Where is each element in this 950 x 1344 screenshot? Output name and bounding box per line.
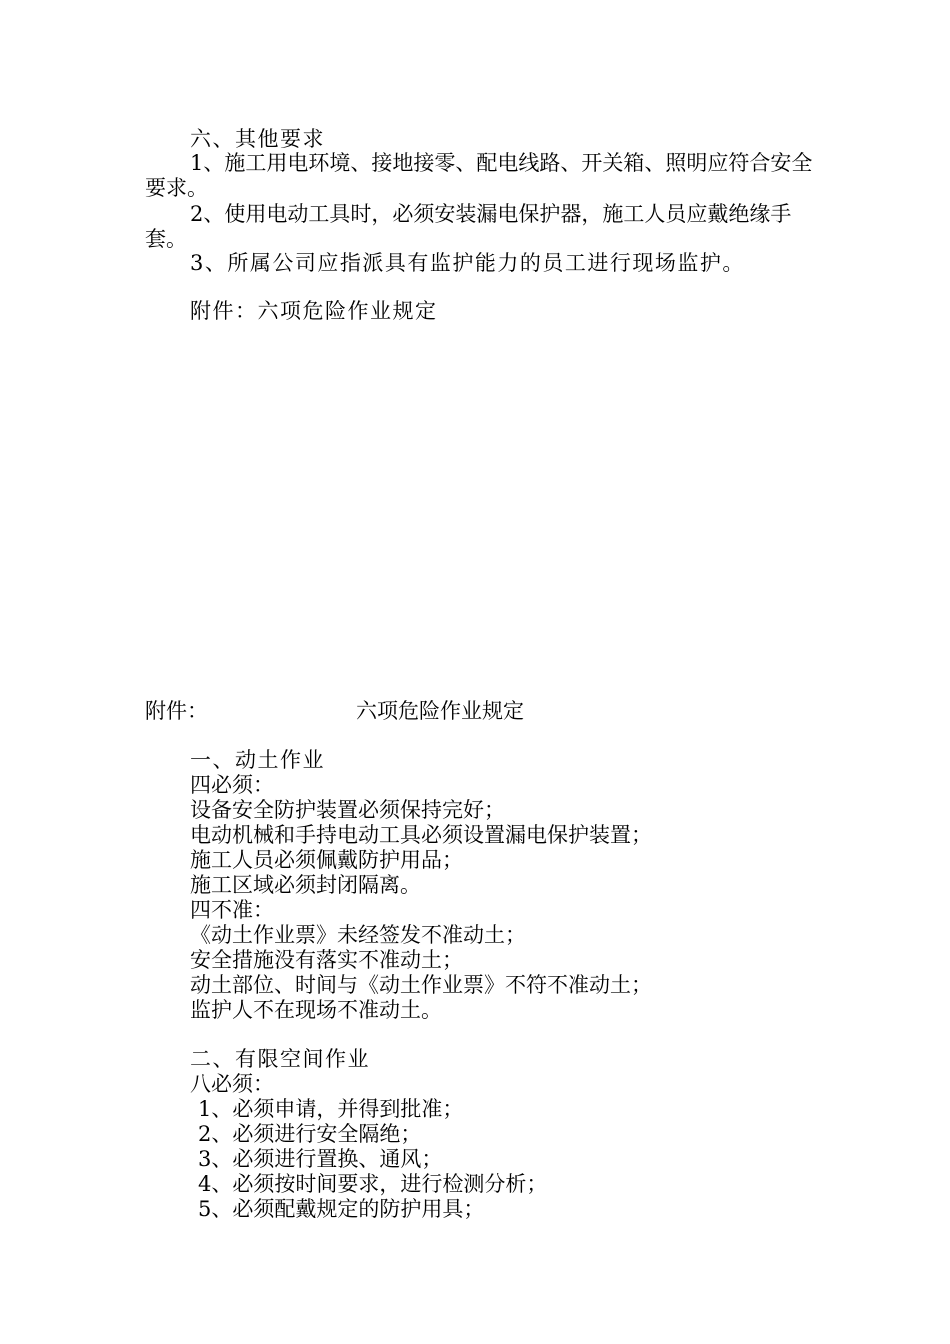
dig-forbid-heading: 四不准： [190,898,274,922]
attachment-label: 附件： [145,699,208,723]
requirement-item-2-line-1: 2、使用电动工具时，必须安装漏电保护器，施工人员应戴绝缘手 [190,202,792,226]
dig-forbid-item: 动土部位、时间与《动土作业票》不符不准动土； [190,973,652,997]
attachment-reference: 附件：六项危险作业规定 [190,299,438,323]
confined-must-item: 3、必须进行置换、通风； [198,1147,443,1171]
requirement-item-1-line-1: 1、施工用电环境、接地接零、配电线路、开关箱、照明应符合安全 [190,151,813,175]
requirement-item-2-line-2: 套。 [145,227,187,251]
attachment-title: 六项危险作业规定 [356,699,524,723]
dig-forbid-item: 监护人不在现场不准动土。 [190,998,442,1022]
confined-must-item: 5、必须配戴规定的防护用具； [198,1197,485,1221]
confined-must-item: 2、必须进行安全隔绝； [198,1122,422,1146]
dig-must-item: 设备安全防护装置必须保持完好； [190,798,505,822]
dig-must-item: 施工人员必须佩戴防护用品； [190,848,463,872]
confined-must-item: 1、必须申请，并得到批准； [198,1097,464,1121]
section-heading-dig: 一、动土作业 [190,748,325,772]
dig-must-item: 电动机械和手持电动工具必须设置漏电保护装置； [190,823,652,847]
dig-forbid-item: 《动土作业票》未经签发不准动土； [190,923,526,947]
section-heading-confined: 二、有限空间作业 [190,1047,370,1071]
dig-forbid-item: 安全措施没有落实不准动土； [190,948,463,972]
confined-must-item: 4、必须按时间要求，进行检测分析； [198,1172,548,1196]
requirement-item-1-line-2: 要求。 [145,176,208,200]
dig-must-heading: 四必须： [190,773,274,797]
dig-must-item: 施工区域必须封闭隔离。 [190,873,421,897]
confined-must-heading: 八必须： [190,1072,274,1096]
section-heading-other: 六、其他要求 [190,127,325,151]
requirement-item-3: 3、所属公司应指派具有监护能力的员工进行现场监护。 [190,251,745,275]
